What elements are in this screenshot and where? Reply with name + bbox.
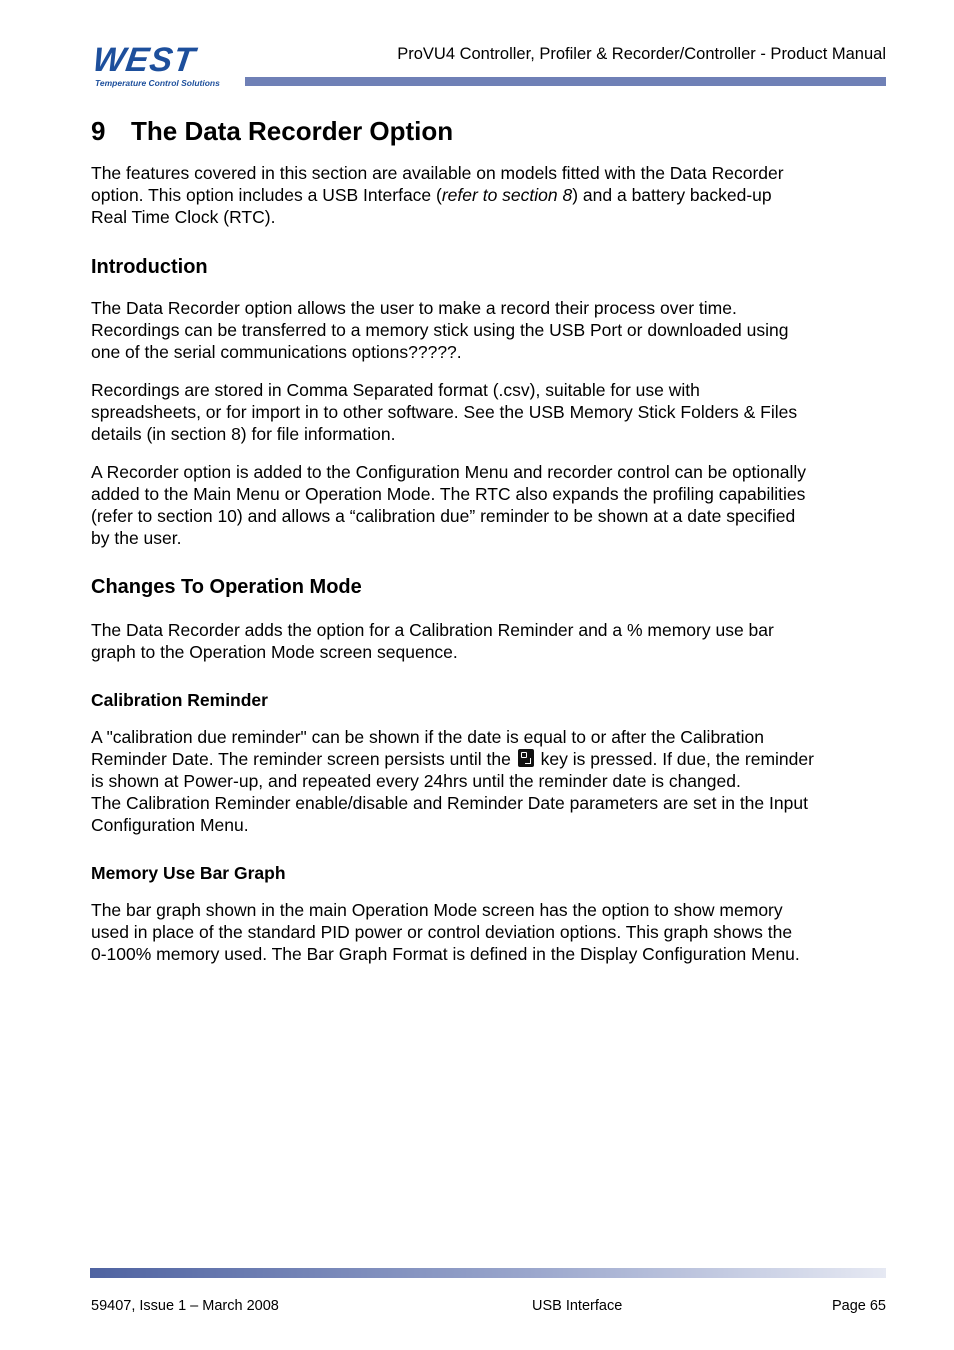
text-line: Reminder Date. The reminder screen persists until the (91, 749, 511, 769)
section-title (91, 114, 891, 148)
text-line: Recordings are stored in Comma Separated format (.csv), suitable for use with (91, 380, 700, 400)
text-line: Configuration Menu. (91, 815, 249, 835)
section-title-text: The Data Recorder Option (131, 116, 454, 146)
memory-paragraph (91, 899, 891, 965)
heading-memory-use-bar-graph: Memory Use Bar Graph (91, 863, 286, 883)
intro-line: Real Time Clock (RTC). (91, 207, 276, 227)
text-line: (refer to section 10) and allows a “calibration due” reminder to be shown at a date specified (91, 506, 796, 526)
section-number: 9 (91, 116, 106, 146)
introduction-paragraph-3 (91, 461, 891, 549)
header-divider (245, 77, 886, 86)
text-line: one of the serial communications options?????. (91, 342, 462, 362)
text-line: 0-100% memory used. The Bar Graph Format is defined in the Display Configuration Menu. (91, 944, 800, 964)
calibration-paragraph (91, 726, 891, 836)
section-intro (91, 162, 891, 228)
heading-introduction: Introduction (91, 256, 208, 278)
intro-reference: refer to section 8 (441, 185, 573, 205)
footer-section-name: USB Interface (532, 1298, 623, 1314)
page-content (91, 112, 891, 965)
heading-changes-to-operation-mode: Changes To Operation Mode (91, 576, 362, 598)
footer-page-number: Page 65 (831, 1298, 886, 1314)
page-enter-key-icon (518, 749, 534, 767)
changes-paragraph (91, 619, 891, 663)
text-line: graph to the Operation Mode screen sequence. (91, 642, 458, 662)
intro-line: ) and a battery backed-up (572, 185, 772, 205)
footer-divider (90, 1268, 886, 1278)
footer-document-id: 59407, Issue 1 – March 2008 (91, 1298, 279, 1314)
text-line: by the user. (91, 528, 182, 548)
introduction-paragraph-1 (91, 297, 891, 363)
text-line: spreadsheets, or for import in to other software. See the USB Memory Stick Folders & Files (91, 402, 798, 422)
text-line: used in place of the standard PID power or control deviation options. This graph shows the (91, 922, 793, 942)
introduction-paragraph-2 (91, 379, 891, 445)
text-line: Recordings can be transferred to a memory stick using the USB Port or downloaded using (91, 320, 789, 340)
intro-line: The features covered in this section are available on models fitted with the Data Recorder (91, 163, 784, 183)
manual-title: ProVU4 Controller, Profiler & Recorder/Controller - Product Manual (397, 45, 886, 63)
text-line: The Data Recorder option allows the user to make a record their process over time. (91, 298, 737, 318)
intro-line: option. This option includes a USB Interface ( (91, 185, 442, 205)
text-line: The bar graph shown in the main Operation Mode screen has the option to show memory (91, 900, 783, 920)
logo-tagline: Temperature Control Solutions (95, 78, 220, 88)
text-line: A Recorder option is added to the Configuration Menu and recorder control can be optionally (91, 462, 807, 482)
text-line: The Data Recorder adds the option for a Calibration Reminder and a % memory use bar (91, 620, 774, 640)
text-line: A "calibration due reminder" can be shown if the date is equal to or after the Calibration (91, 727, 764, 747)
text-line: is shown at Power-up, and repeated every 24hrs until the reminder date is changed. (91, 771, 741, 791)
logo-wordmark: WEST (90, 41, 198, 79)
text-line: key is pressed. If due, the reminder (540, 749, 814, 769)
text-line: details (in section 8) for file information. (91, 424, 396, 444)
west-logo (90, 41, 245, 90)
text-line: The Calibration Reminder enable/disable and Reminder Date parameters are set in the Input (91, 793, 808, 813)
heading-calibration-reminder: Calibration Reminder (91, 690, 268, 710)
text-line: added to the Main Menu or Operation Mode. The RTC also expands the profiling capabilities (91, 484, 806, 504)
